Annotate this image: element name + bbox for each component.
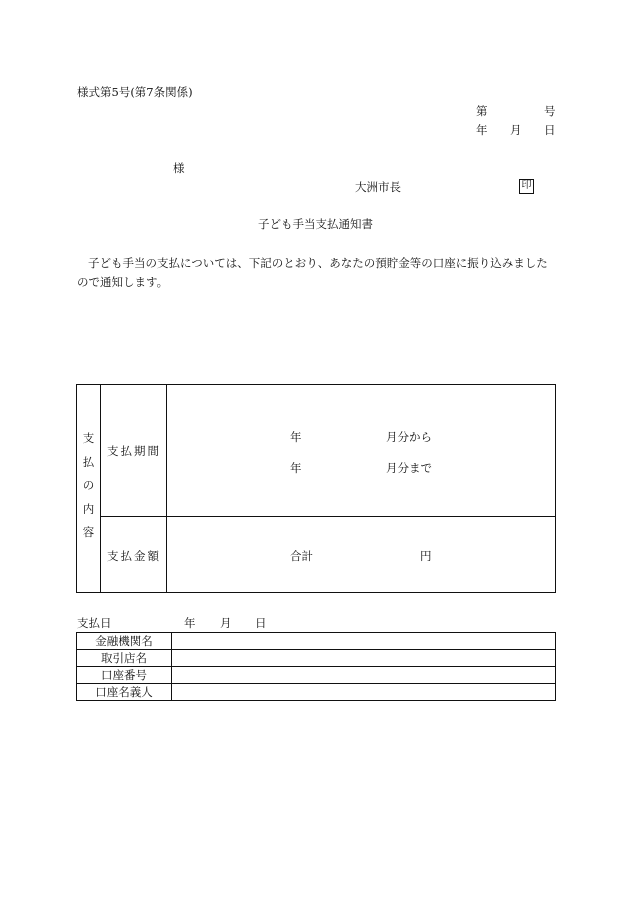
payment-date-day: 日 [255, 616, 267, 630]
table-divider [100, 385, 101, 592]
section-label-char: の [82, 478, 95, 492]
payment-date-year: 年 [184, 616, 196, 630]
table-row [77, 684, 556, 701]
period-from-year: 年 [290, 430, 302, 444]
section-label-char: 払 [82, 454, 95, 469]
document-number-dai: 第 [476, 104, 488, 118]
branch-name-label: 取引店名 [77, 650, 172, 667]
document-number-go: 号 [544, 104, 556, 118]
section-label-char: 内 [82, 501, 95, 516]
account-number-label: 口座番号 [77, 667, 172, 684]
amount-total-label: 合計 [290, 549, 313, 563]
issue-date-month: 月 [510, 123, 522, 137]
payment-amount-label: 支払金額 [107, 549, 161, 563]
table-divider [100, 516, 555, 517]
issue-date-year: 年 [476, 123, 488, 137]
branch-name-value [172, 650, 556, 667]
body-paragraph: 子ども手当の支払については、下記のとおり、あなたの預貯金等の口座に振り込みましたので通知します。 [77, 256, 548, 289]
document-title: 子ども手当支払通知書 [258, 217, 373, 231]
issue-date-day: 日 [544, 123, 556, 137]
bank-name-value [172, 633, 556, 650]
payment-content-table [76, 384, 556, 593]
account-number-value [172, 667, 556, 684]
bank-name-label: 金融機関名 [77, 633, 172, 650]
amount-yen-unit: 円 [420, 549, 432, 563]
table-row [77, 633, 556, 650]
account-holder-value [172, 684, 556, 701]
section-label-char: 容 [82, 525, 95, 539]
table-row [77, 667, 556, 684]
issuer-name: 大洲市長 [355, 180, 401, 194]
table-row [77, 650, 556, 667]
payment-period-label: 支払期間 [107, 444, 161, 458]
seal-mark: 印 [519, 179, 534, 194]
period-from-month: 月分から [386, 430, 432, 444]
payment-date-label: 支払日 [77, 616, 112, 630]
payment-date-month: 月 [220, 616, 232, 630]
bank-account-table [76, 632, 556, 701]
period-to-month: 月分まで [386, 461, 432, 475]
section-label-char: 支 [82, 431, 95, 445]
form-number: 様式第5号(第7条関係) [77, 85, 193, 99]
period-to-year: 年 [290, 461, 302, 475]
account-holder-label: 口座名義人 [77, 684, 172, 701]
payment-section-label [77, 427, 100, 545]
table-divider [166, 385, 167, 592]
recipient-honorific: 様 [173, 161, 185, 175]
